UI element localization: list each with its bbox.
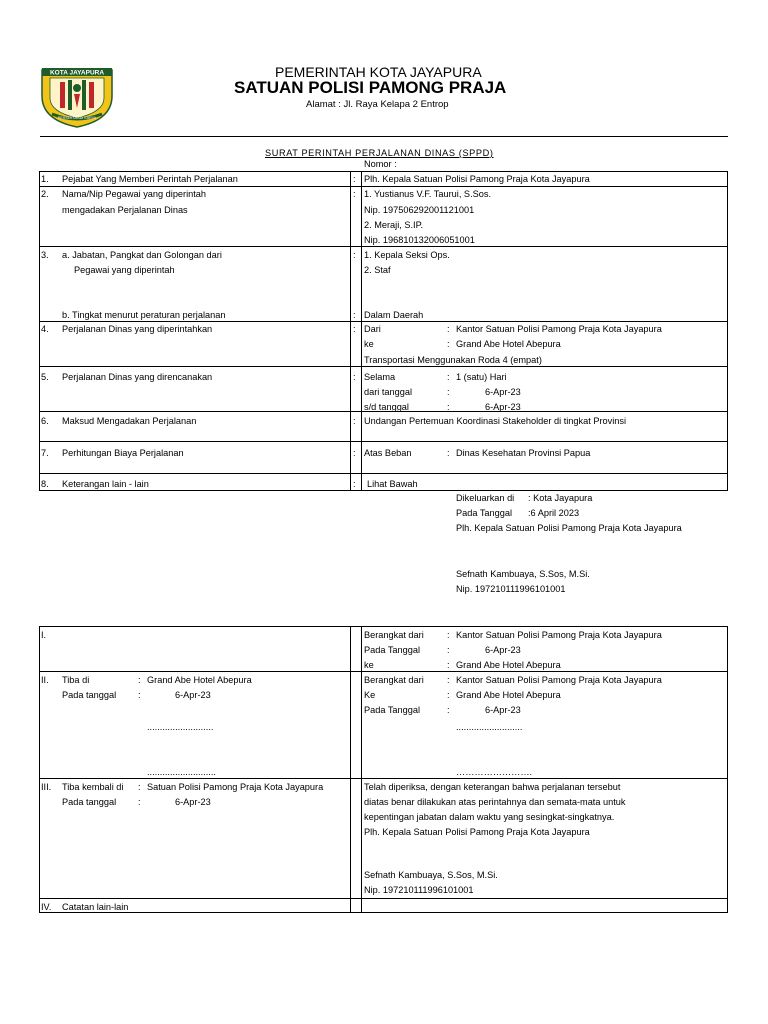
section-iii-signer-nip: Nip. 197210111996101001 [364, 885, 474, 895]
row-4-from-label: Dari [364, 324, 381, 334]
row-5-from-date-value: 6-Apr-23 [485, 387, 521, 397]
section-iii-return-value: Satuan Polisi Pamong Praja Kota Jayapura [147, 782, 324, 792]
row-4-label: Perjalanan Dinas yang diperintahkan [62, 324, 213, 334]
row-5-duration-value: 1 (satu) Hari [456, 372, 507, 382]
section-ii-arrive-label: Tiba di [62, 675, 90, 685]
section-i-to-label: ke [364, 660, 374, 670]
section-i-depart-value: Kantor Satuan Polisi Pamong Praja Kota Jayapura [456, 630, 662, 640]
section-ii-date-label: Pada tanggal [62, 690, 117, 700]
row-4-colon: : [353, 324, 356, 334]
issuer-title: Plh. Kepala Satuan Polisi Pamong Praja Kota Jayapura [456, 523, 682, 533]
row-6-number: 6. [41, 416, 49, 426]
section-i-depart-colon: : [447, 630, 450, 640]
section-iii-date-value: 6-Apr-23 [175, 797, 211, 807]
section-iii-number: III. [41, 782, 52, 792]
document-number-label: Nomor : [364, 159, 397, 169]
section-iii-return-colon: : [138, 782, 141, 792]
agency-name: SATUAN POLISI PAMONG PRAJA [234, 78, 507, 97]
row-4-to-value: Grand Abe Hotel Abepura [456, 339, 561, 349]
section-ii-date-value: 6-Apr-23 [175, 690, 211, 700]
row-7-budget-value: Dinas Kesehatan Provinsi Papua [456, 448, 591, 458]
row-5-to-date-value: 6-Apr-23 [485, 402, 521, 412]
section-i-to-colon: : [447, 660, 450, 670]
row-1-label: Pejabat Yang Memberi Perintah Perjalanan [62, 174, 238, 184]
section-ii-left-dots-2: ........................... [147, 767, 216, 777]
row-5-to-date-colon: : [447, 402, 450, 412]
row-2-value-3: 2. Meraji, S.IP. [364, 220, 424, 230]
row-8-value: Lihat Bawah [367, 479, 418, 489]
row-2-value-1: 1. Yustianus V.F. Taurui, S.Sos. [364, 189, 492, 199]
section-ii-to-value: Grand Abe Hotel Abepura [456, 690, 561, 700]
row-3-label-a: a. Jabatan, Pangkat dan Golongan dari [62, 250, 222, 260]
section-ii-to-colon: : [447, 690, 450, 700]
section-ii-depart-colon: : [447, 675, 450, 685]
row-4-number: 4. [41, 324, 49, 334]
section-ii-to-label: Ke [364, 690, 376, 700]
section-i-date-colon: : [447, 645, 450, 655]
section-i-date-label: Pada Tanggal [364, 645, 421, 655]
row-7-budget-label: Atas Beban [364, 448, 412, 458]
row-5-to-date-label: s/d tanggal [364, 402, 409, 412]
row-3-value-1: 1. Kepala Seksi Ops. [364, 250, 450, 260]
row-4-transport: Transportasi Menggunakan Roda 4 (empat) [364, 355, 542, 365]
row-5-label: Perjalanan Dinas yang direncanakan [62, 372, 213, 382]
row-2-label-line-1: Nama/Nip Pegawai yang diperintah [62, 189, 207, 199]
section-ii-depart-date-label: Pada Tanggal [364, 705, 421, 715]
agency-address: Alamat : Jl. Raya Kelapa 2 Entrop [306, 99, 449, 110]
section-iii-date-colon: : [138, 797, 141, 807]
row-4-from-value: Kantor Satuan Polisi Pamong Praja Kota Jayapura [456, 324, 662, 334]
row-2-number: 2. [41, 189, 49, 199]
row-5-from-date-label: dari tanggal [364, 387, 413, 397]
row-8-number: 8. [41, 479, 49, 489]
section-iii-signer-name: Sefnath Kambuaya, S.Sos, M.Si. [364, 870, 498, 880]
section-i-to-value: Grand Abe Hotel Abepura [456, 660, 561, 670]
section-ii-arrive-value: Grand Abe Hotel Abepura [147, 675, 252, 685]
issued-place-label: Dikeluarkan di [456, 493, 515, 503]
row-3-number: 3. [41, 250, 49, 260]
row-1-number: 1. [41, 174, 49, 184]
section-i-number: I. [41, 630, 47, 640]
section-ii-number: II. [41, 675, 49, 685]
row-3-colon: : [353, 250, 356, 260]
section-iii-statement-1: Telah diperiksa, dengan keterangan bahwa perjalanan tersebut [364, 782, 621, 792]
row-4-from-colon: : [447, 324, 450, 334]
section-i-depart-label: Berangkat dari [364, 630, 424, 640]
row-7-number: 7. [41, 448, 49, 458]
kota-jayapura-emblem [38, 64, 116, 128]
issued-date-label: Pada Tanggal [456, 508, 513, 518]
row-3-label-b: b. Tingkat menurut peraturan perjalanan [62, 310, 226, 320]
row-8-colon: : [353, 479, 356, 489]
row-5-from-date-colon: : [447, 387, 450, 397]
section-iv-number: IV. [41, 902, 52, 912]
svg-text:KOTA JAYAPURA: KOTA JAYAPURA [49, 69, 105, 77]
row-2-value-4: Nip. 196810132006051001 [364, 235, 475, 245]
section-i-date-value: 6-Apr-23 [485, 645, 521, 655]
section-ii-depart-date-value: 6-Apr-23 [485, 705, 521, 715]
row-2-colon: : [353, 189, 356, 199]
row-6-value: Undangan Pertemuan Koordinasi Stakeholder di tingkat Provinsi [364, 416, 627, 426]
section-iii-statement-2: diatas benar dilakukan atas perintahnya dan semata-mata untuk [364, 797, 626, 807]
row-2-value-2: Nip. 197506292001121001 [364, 205, 475, 215]
row-8-label: Keterangan lain - lain [62, 479, 149, 489]
document-title: SURAT PERINTAH PERJALANAN DINAS (SPPD) [265, 148, 494, 158]
section-ii-depart-value: Kantor Satuan Polisi Pamong Praja Kota Jayapura [456, 675, 662, 685]
section-iii-statement-3: kepentingan jabatan dalam waktu yang sesingkat-singkatnya. [364, 812, 615, 822]
section-ii-right-dots-1: .......................... [456, 722, 523, 732]
row-1-colon: : [353, 174, 356, 184]
row-1-value: Plh. Kepala Satuan Polisi Pamong Praja Kota Jayapura [364, 174, 590, 184]
svg-text:PERSEKTA ADI KARYA: PERSEKTA ADI KARYA [57, 116, 97, 120]
row-6-label: Maksud Mengadakan Perjalanan [62, 416, 197, 426]
row-7-label: Perhitungan Biaya Perjalanan [62, 448, 184, 458]
row-5-duration-colon: : [447, 372, 450, 382]
section-iii-date-label: Pada tanggal [62, 797, 117, 807]
section-ii-depart-label: Berangkat dari [364, 675, 424, 685]
row-3-value-3: Dalam Daerah [364, 310, 424, 320]
row-5-number: 5. [41, 372, 49, 382]
section-ii-depart-date-colon: : [447, 705, 450, 715]
section-iv-label: Catatan lain-lain [62, 902, 129, 912]
header-rule [40, 136, 728, 137]
row-6-colon: : [353, 416, 356, 426]
section-ii-arrive-colon: : [138, 675, 141, 685]
row-2-label-line-2: mengadakan Perjalanan Dinas [62, 205, 188, 215]
issuer-name: Sefnath Kambuaya, S.Sos, M.Si. [456, 569, 590, 579]
row-4-to-label: ke [364, 339, 374, 349]
section-ii-left-dots-1: .......................... [147, 722, 214, 732]
section-iii-return-label: Tiba kembali di [62, 782, 124, 792]
issuer-nip: Nip. 197210111996101001 [456, 584, 566, 594]
section-iii-signer-title: Plh. Kepala Satuan Polisi Pamong Praja Kota Jayapura [364, 827, 590, 837]
row-3-label-a-cont: Pegawai yang diperintah [74, 265, 175, 275]
issued-place-value: : Kota Jayapura [528, 493, 593, 503]
row-3-value-2: 2. Staf [364, 265, 391, 275]
row-5-duration-label: Selama [364, 372, 396, 382]
row-7-colon: : [353, 448, 356, 458]
row-7-budget-colon: : [447, 448, 450, 458]
row-4-to-colon: : [447, 339, 450, 349]
section-ii-date-colon: : [138, 690, 141, 700]
row-3-colon-b: : [353, 310, 356, 320]
issued-date-value: :6 April 2023 [528, 508, 580, 518]
government-name: PEMERINTAH KOTA JAYAPURA [275, 64, 482, 80]
row-5-colon: : [353, 372, 356, 382]
section-ii-right-dots-2: ……………………. [456, 767, 533, 777]
